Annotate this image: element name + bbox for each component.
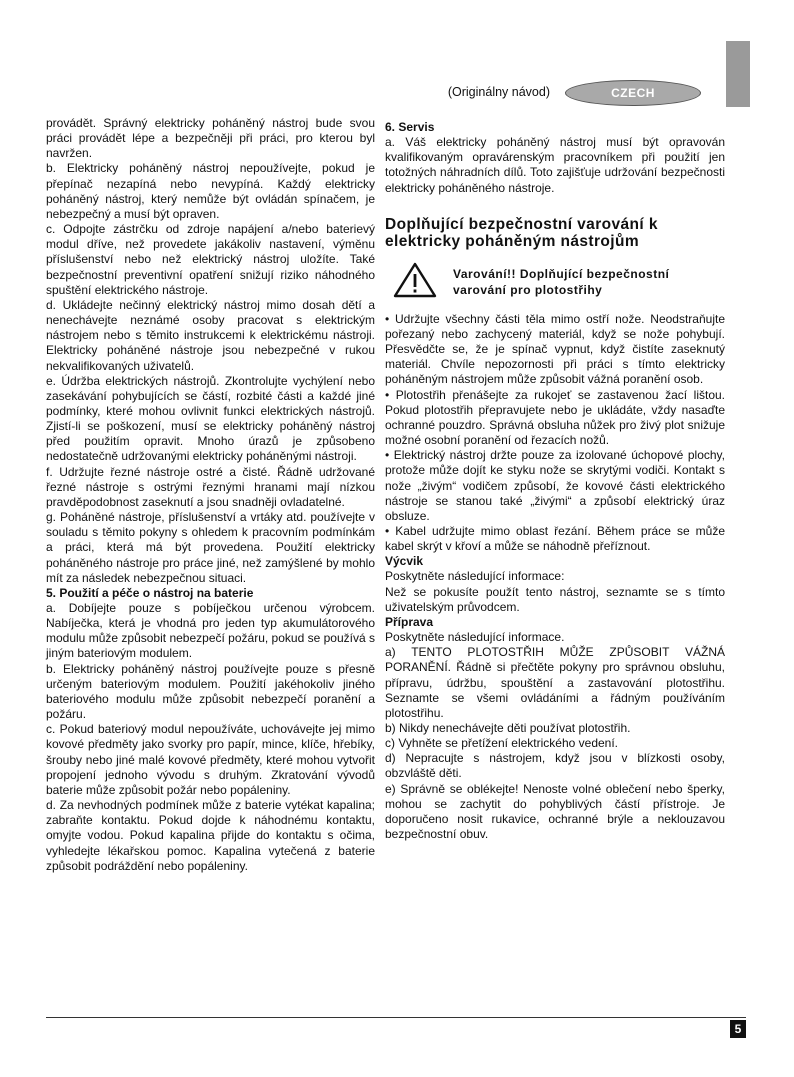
- paragraph: d. Za nevhodných podmínek může z baterie vytékat kapalina; zabraňte kontaktu. Pokud dojde k náhodnému kontaktu, omyjte vodou. Pokud kapalina přijde do kontaktu s očima, vyhledejte lékařskou pomoc. Kapalina vytečená z baterie způsobit podráždění nebo popáleniny.: [46, 798, 375, 873]
- priprava-item: a) TENTO PLOTOSTŘIH MŮŽE ZPŮSOBIT VÁŽNÁ PORANĚNÍ. Řádně si přečtěte pokyny pro správnou obsluhu, přípravu, údržbu, spouštění a zastavování plotostřihu. Seznamte se všemi ovládáními a řádným používáním plotostřihu.: [385, 645, 725, 720]
- priprava-item: b) Nikdy nenechávejte děti používat plotostřih.: [385, 721, 631, 735]
- paragraph: e. Údržba elektrických nástrojů. Zkontrolujte vychýlení nebo zasekávání pohybujících se částí, rozbité části a každé jiné podmínky, které mohou ovlivnit funkci elektrických nástrojů. Zjistí-li se poškození, musí se elektricky poháněný nástroj před použitím opravit. Mnoho úrazů je způsobeno nedostatečně udržovanými elektricky poháněnými nástroji.: [46, 373, 375, 464]
- header-title: (Originálny návod): [447, 85, 550, 99]
- section-heading: 5. Použití a péče o nástroj na baterie: [46, 585, 254, 600]
- bullet-4: • Kabel udržujte mimo oblast řezání. Během práce se může kabel skrýt v křoví a může se náhodně přeříznout.: [385, 523, 725, 554]
- language-badge: CZECH: [565, 80, 701, 106]
- servis-heading: 6. Servis: [385, 120, 435, 134]
- bullet-1: • Udržujte všechny části těla mimo ostří nože. Neodstraňujte pořezaný nebo zachycený materiál, když se nože pohybují. Přesvědčte se, že je spínač vypnut, když čistíte zaseknutý materiál. Chvíle nepozornosti při práci s tímto elektricky poháněným nástrojem může způsobit vážná poranění osob.: [385, 311, 725, 387]
- warning-block: [385, 262, 725, 298]
- paragraph: f. Udržujte řezné nástroje ostré a čisté. Řádně udržované řezné nástroje s ostrými řeznými hranami mají nízkou pravděpodobnost zaseknutí a jsou snadněji ovladatelné.: [46, 464, 375, 509]
- bullet-3: • Elektrický nástroj držte pouze za izolované úchopové plochy, protože může dojít ke styku nože se skrytými vodiči. Kontakt s nože „živým“ vodičem způsobí, že kovové části elektrického nástroje se stanou také „živými“ a způsobí elektrický úraz obsluze.: [385, 448, 725, 523]
- paragraph: b. Elektricky poháněný nástroj nepoužívejte, pokud je přepínač nezapíná nebo nevypíná. Každý elektricky poháněný nástroj, který nemůže být ovládán spínačem, je nebezpečný a musí být opraven.: [46, 161, 375, 221]
- paragraph: a. Dobíjejte pouze s pobíječkou určenou výrobcem. Nabíječka, která je vhodná pro jeden typ akumulátorového modulu může způsobit nebezpečí požáru, pokud se používá s jiným bateriovým modulem.: [46, 601, 375, 661]
- paragraph: g. Poháněné nástroje, příslušenství a vrtáky atd. používejte v souladu s těmito pokyny s ohledem k pracovním podmínkám a práci, která má být provedena. Použití elektricky poháněného nástroje pro práce jiné, než zamýšlené by mohlo mít za následek nebezpečnou situaci.: [46, 510, 375, 585]
- paragraph: c. Odpojte zástrčku od zdroje napájení a/nebo baterievý modul dříve, než provedete jakákoliv nastavení, výměnu příslušenství nebo než elektrický nástroj uložíte. Také bezpečnostní preventivní opatření snižují riziko náhodného spuštění elektrického nástroje.: [46, 222, 375, 297]
- footer-divider: [46, 1017, 746, 1018]
- bullet-2: • Plotostřih přenášejte za rukojeť se zastavenou žací lištou. Pokud plotostřih přepravujete nebo je ukládáte, vždy nasaďte ochranné pouzdro. Správná obsluha nůžek pro živý plot snižuje možné osobní poranění od řezacích nožů.: [385, 387, 725, 448]
- paragraph: c. Pokud bateriový modul nepoužíváte, uchovávejte jej mimo kovové předměty jako svorky pro papír, mince, klíče, hřebíky, šrouby nebo jiné malé kovové předměty, které mohou vytvořit propojení jednoho vývodu s druhým. Zkratování vývodů baterie může způsobit požár nebo popáleniny.: [46, 722, 375, 797]
- side-thumb-tab: [726, 41, 750, 107]
- right-column: [385, 120, 725, 842]
- vycvik-paragraph-2: Než se pokusíte použít tento nástroj, seznamte se s tímto uživatelským průvodcem.: [385, 584, 725, 614]
- vycvik-paragraph-1: Poskytněte následující informace:: [385, 569, 565, 584]
- warning-line-2: varování pro plotostřihy: [453, 282, 603, 297]
- priprava-item: e) Správně se oblékejte! Nenoste volné oblečení nebo šperky, mohou se zachytit do pohyblivých částí přístroje. Je doporučeno nosit rukavice, ochranné brýle a neklouzavou bezpečnostní obuv.: [385, 781, 725, 842]
- left-column: [46, 116, 375, 874]
- vycvik-heading: Výcvik: [385, 554, 424, 569]
- priprava-heading: Příprava: [385, 614, 434, 629]
- warning-line-1: Varování!! Doplňující bezpečnostní: [453, 266, 670, 281]
- priprava-item: d) Nepracujte s nástrojem, když jsou v blízkosti osoby, obzvláště děti.: [385, 751, 725, 781]
- servis-text: a. Váš elektricky poháněný nástroj musí být opravován kvalifikovaným opravárenským pracovníkem při použití jen totožných náhradních dílů. Toto zajišťuje udržování bezpečnosti elektricky poháněného nástroje.: [385, 135, 725, 195]
- supplementary-warnings-heading: Doplňující bezpečnostní varování k elektricky poháněným nástrojům: [385, 215, 658, 250]
- paragraph: b. Elektricky poháněný nástroj používejte pouze s přesně určeným bateriovým modulem. Použití jakéhokoliv jiného bateriového modulu může způsobit nebezpečí poranění a požáru.: [46, 661, 375, 722]
- warning-triangle-icon: [393, 262, 437, 298]
- priprava-item: c) Vyhněte se přetížení elektrického vedení.: [385, 736, 619, 751]
- paragraph: d. Ukládejte nečinný elektrický nástroj mimo dosah dětí a nenechávejte neznámé osoby pracovat s elektrickým nástrojem nebo s těmito instrukcemi k elektrickému nástroji. Elektricky poháněné nástroje jsou nebezpečné v rukou nekvalifikovaných uživatelů.: [46, 297, 375, 373]
- priprava-item: Poskytněte následující informace.: [385, 630, 565, 645]
- page-number: 5: [730, 1020, 746, 1038]
- paragraph: provádět. Správný elektricky poháněný nástroj bude svou práci provádět lépe a bezpečněji při práci, pro kterou byl navržen.: [46, 116, 375, 161]
